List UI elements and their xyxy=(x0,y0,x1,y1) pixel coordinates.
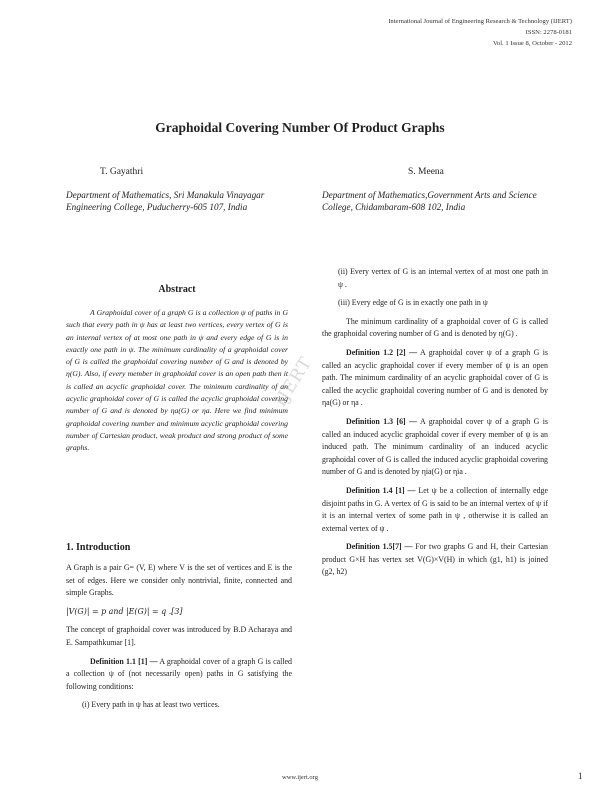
def11-label: Definition 1.1 [1] — xyxy=(90,656,158,666)
condition-1: (i) Every path in ψ has at least two vertices. xyxy=(82,700,220,710)
right-column xyxy=(322,266,548,585)
def12-label: Definition 1.2 [2] — xyxy=(346,347,418,357)
page-number: 1 xyxy=(578,771,583,781)
def11-text: A graphoidal cover of a graph G is called a collection ψ of (not necessarily open) paths in G satisfying the following conditions: xyxy=(66,656,292,691)
def14-label: Definition 1.4 [1] — xyxy=(346,485,416,495)
def15-label: Definition 1.5[7] — xyxy=(346,542,413,552)
intro-paragraph-2: The concept of graphoidal cover was introduced by B.D Acharaya and E. Sampathkumar [1]. xyxy=(66,625,292,647)
def13-text: A graphoidal cover ψ of a graph G is called an induced acyclic graphoidal cover if every member of ψ is an induced path. The minimum cardinality of an induced acyclic graphoidal cover of G is called the induced acyclic graphoidal covering number of G and is denoted by ηia(G) or ηia . xyxy=(322,416,548,477)
intro-formula: |V(G)| = p and |E(G)| = q .[3] xyxy=(66,606,183,616)
paper-title: Graphoidal Covering Number Of Product Graphs xyxy=(155,120,445,135)
abstract-text: A Graphoidal cover of a graph G is a collection ψ of paths in G such that every path in ψ has at least two vertices, every vertex of G is an internal vertex of at most one path in ψ and every edge of G is in exactly one path in ψ. The minimum cardinality of a graphoidal cover of G is called the graphoidal covering number of G and is denoted by η(G). Also, if every member in graphoidal cover is an open path then it is called an acyclic graphoidal cover. The minimum cardinality of an acyclic graphoidal cover of G is called the acyclic graphoidal covering number of G and is denoted by ηa(G) or ηa. Here we find minimum graphoidal covering number and minimum acyclic graphoidal covering number of Cartesian product, weak product and strong product of some graphs. xyxy=(66,308,288,453)
author-2-name: S. Meena xyxy=(408,167,444,177)
min-cardinality-paragraph: The minimum cardinality of a graphoidal cover of G is called the graphoidal covering number of G and is denoted by η(G) . xyxy=(322,316,548,339)
journal-header xyxy=(312,16,572,49)
journal-name: International Journal of Engineering Research & Technology (IJERT) xyxy=(388,18,572,25)
footer-url: www.ijert.org xyxy=(282,774,318,781)
watermark: IJERT xyxy=(270,353,317,411)
author-1-affiliation: Department of Mathematics, Sri Manakula Vinayagar Engineering College, Puducherry-605 107, India xyxy=(66,190,265,213)
issn: ISSN: 2278-0181 xyxy=(525,29,572,36)
condition-2: (ii) Every vertex of G is an internal vertex of at most one path in ψ . xyxy=(338,267,548,289)
volume-issue: Vol. 1 Issue 8, October - 2012 xyxy=(493,40,572,47)
def13-label: Definition 1.3 [6] — xyxy=(346,416,418,426)
def12-text: A graphoidal cover ψ of a graph G is called an acyclic graphoidal cover if every member of ψ is an open path. The minimum cardinality of an acyclic graphoidal cover of G is called the acyclic graphoidal covering number of G and is denoted by ηa(G) or ηa . xyxy=(322,347,548,408)
introduction-heading: 1. Introduction xyxy=(66,542,131,553)
intro-paragraph-1: A Graph is a pair G= (V, E) where V is the set of vertices and E is the set of edges. Here we consider only nontrivial, finite, connected and simple Graphs. xyxy=(66,563,292,598)
author-1-name: T. Gayathri xyxy=(100,167,144,177)
def15-text: For two graphs G and H, their Cartesian product G×H has vertex set V(G)×V(H) in which (g1, h1) is joined (g2, h2) xyxy=(322,542,548,577)
author-2-affiliation: Department of Mathematics,Government Arts and Science College, Chidambaram-608 102, India xyxy=(322,190,537,213)
condition-3: (iii) Every edge of G is in exactly one path in ψ xyxy=(338,298,488,308)
left-column xyxy=(66,562,292,718)
def14-text: Let ψ be a collection of internally edge disjoint paths in G. A vertex of G is said to be an internal vertex of ψ if it is an internal vertex of some path in ψ , otherwise it is called an external vertex of ψ . xyxy=(322,485,548,533)
abstract-heading: Abstract xyxy=(158,284,196,295)
